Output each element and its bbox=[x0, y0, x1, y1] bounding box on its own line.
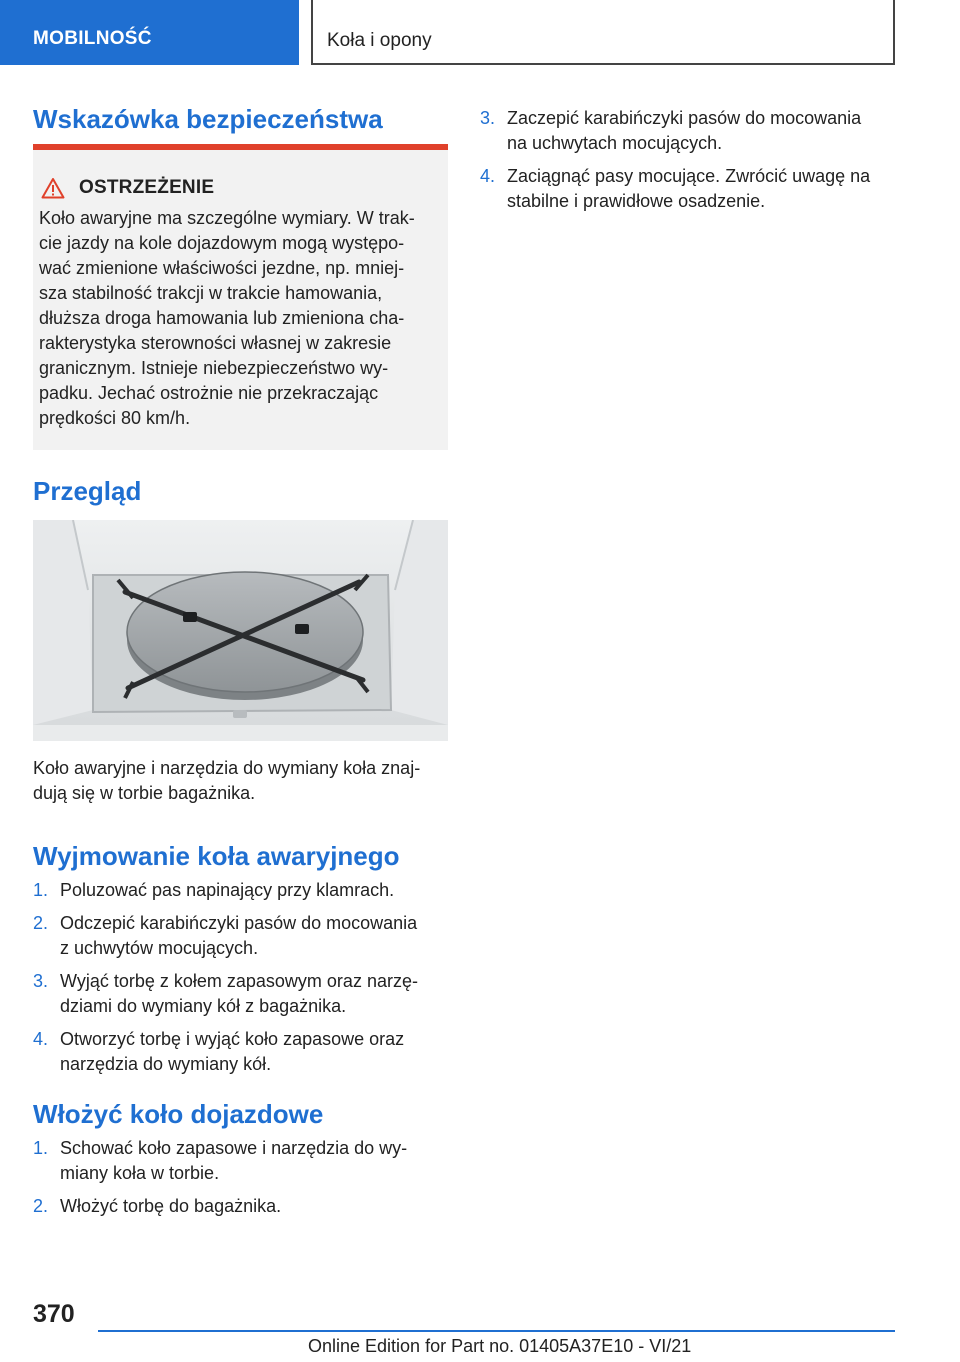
step-number: 3. bbox=[33, 971, 49, 991]
insert-steps-list bbox=[33, 1136, 453, 1227]
overview-heading: Przegląd bbox=[33, 476, 142, 506]
footer-divider bbox=[98, 1330, 895, 1332]
insert-heading: Włożyć koło dojazdowe bbox=[33, 1099, 324, 1129]
list-item bbox=[33, 969, 453, 1019]
step-text: Schować koło zapasowe i narzędzia do wy- miany koła w torbie. bbox=[60, 1138, 408, 1183]
list-item bbox=[33, 1136, 453, 1186]
step-text: Otworzyć torbę i wyjąć koło zapasowe oraz narzędzia do wymiany kół. bbox=[60, 1029, 405, 1074]
list-item bbox=[480, 106, 900, 156]
step-number: 2. bbox=[33, 1196, 49, 1216]
step-number: 1. bbox=[33, 880, 49, 900]
step-text: Zaczepić karabińczyki pasów do mocowania na uchwytach mocujących. bbox=[507, 108, 862, 153]
list-item bbox=[33, 911, 453, 961]
step-number: 4. bbox=[480, 166, 496, 186]
insert-steps-continued-list bbox=[480, 106, 900, 222]
list-item bbox=[33, 1027, 453, 1077]
step-number: 4. bbox=[33, 1029, 49, 1049]
footer-edition: Online Edition for Part no. 01405A37E10 - VI/21 bbox=[308, 1336, 692, 1356]
header-section-tab bbox=[0, 0, 299, 65]
safety-heading: Wskazówka bezpieczeństwa bbox=[33, 104, 383, 134]
step-text: Odczepić karabińczyki pasów do mocowania z uchwytów mocujących. bbox=[60, 913, 418, 958]
overview-caption: Koło awaryjne i narzędzia do wymiany koła znaj- dują się w torbie bagażnika. bbox=[33, 758, 421, 803]
step-text: Włożyć torbę do bagażnika. bbox=[60, 1196, 282, 1216]
step-number: 2. bbox=[33, 913, 49, 933]
trunk-spare-wheel-illustration bbox=[33, 520, 448, 741]
step-number: 3. bbox=[480, 108, 496, 128]
warning-text: Koło awaryjne ma szczególne wymiary. W trak- cie jazdy na kole dojazdowym mogą występo- wać zmienione właściwości jezdne, np. mniej- sza stabilność trakcji w trakcie hamowania, dłuższa droga hamowania lub zmieniona cha- rakterystyka sterowności własnej w zakresie granicznym. Istnieje niebezpieczeństwo wy- padku. Jechać ostrożnie nie przekraczając prędkości 80 km/h. bbox=[39, 208, 415, 428]
warning-label: OSTRZEŻENIE bbox=[79, 177, 215, 198]
spare-wheel-bag-image bbox=[33, 520, 448, 741]
remove-steps-list bbox=[33, 878, 453, 1085]
header-chapter-label: Koła i opony bbox=[327, 30, 432, 51]
list-item bbox=[480, 164, 900, 214]
step-text: Poluzować pas napinający przy klamrach. bbox=[60, 880, 395, 900]
warning-header bbox=[41, 177, 214, 199]
remove-heading: Wyjmowanie koła awaryjnego bbox=[33, 841, 400, 871]
header-section-label: MOBILNOŚĆ bbox=[33, 28, 152, 49]
step-number: 1. bbox=[33, 1138, 49, 1158]
step-text: Zaciągnąć pasy mocujące. Zwrócić uwagę na stabilne i prawidłowe osadzenie. bbox=[507, 166, 871, 211]
list-item bbox=[33, 1194, 453, 1219]
list-item bbox=[33, 878, 453, 903]
step-text: Wyjąć torbę z kołem zapasowym oraz narzę- dziami do wymiany kół z bagażnika. bbox=[60, 971, 418, 1016]
page-number: 370 bbox=[33, 1300, 75, 1328]
warning-triangle-icon bbox=[41, 177, 65, 199]
header-chapter-box bbox=[311, 0, 895, 65]
warning-box bbox=[33, 144, 448, 450]
